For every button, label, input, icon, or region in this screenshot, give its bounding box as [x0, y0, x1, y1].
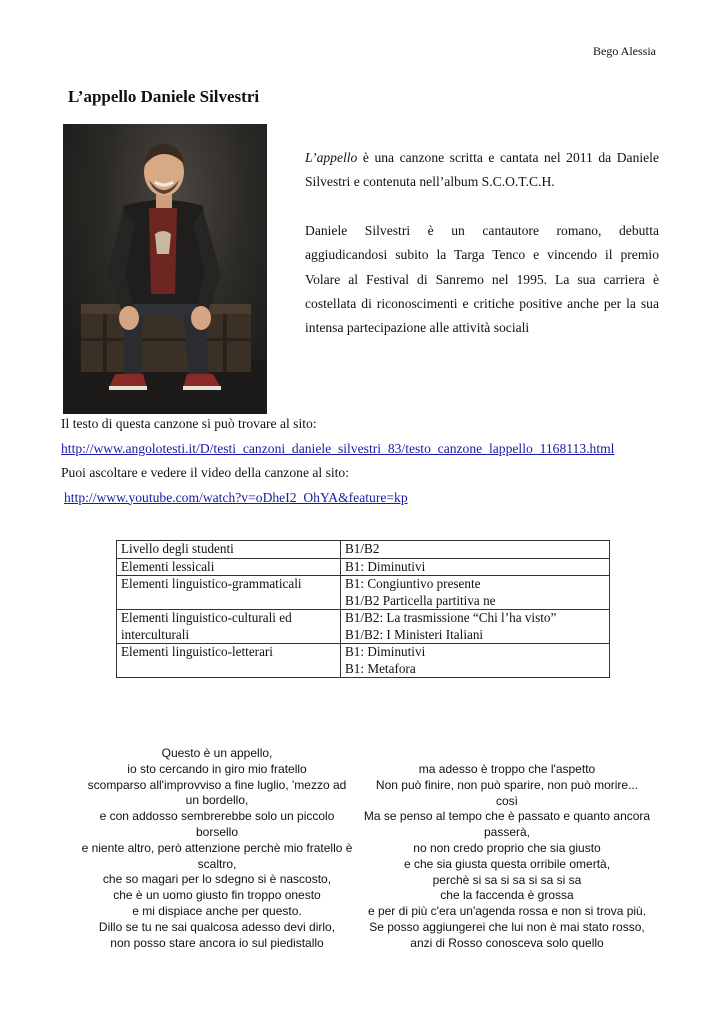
- lyric-line: scaltro,: [197, 856, 237, 871]
- lyric-line: e niente altro, però attenzione perchè mio fratello è: [81, 840, 353, 855]
- cell-line: B1/B2 Particella partitiva ne: [345, 592, 496, 608]
- table-row: [117, 610, 610, 644]
- cell-line: B1: Metafora: [345, 660, 416, 676]
- table-cell-value: [341, 541, 610, 559]
- cell-line: B1: Diminutivi: [345, 644, 426, 659]
- author-name: Bego Alessia: [593, 44, 656, 58]
- cell-line: Elementi linguistico-letterari: [121, 644, 273, 659]
- cell-line: B1/B2: La trasmissione “Chi l’ha visto”: [345, 610, 557, 625]
- table-cell-label: [117, 558, 341, 576]
- lyric-line: Questo è un appello,: [161, 746, 273, 760]
- lyric-line: un bordello,: [185, 793, 249, 808]
- table-cell-value: [341, 558, 610, 576]
- intro-paragraph-artist: Daniele Silvestri è un cantautore romano, debutta aggiudicandosi subito la Targa Tenco e vincendo il premio Volare al Festival di Sanremo nel 1995. La sua carriera è costellata di riconoscimenti e critiche positive anche per la sua intensa partecipazione alle attività sociali: [305, 222, 659, 336]
- intro-text: [305, 146, 659, 365]
- cell-line: Livello degli studenti: [121, 541, 234, 556]
- lyric-line: ma adesso è troppo che l'aspetto: [418, 762, 596, 776]
- lyric-line: così: [495, 793, 518, 808]
- lyric-line: passerà,: [483, 825, 531, 840]
- table-cell-label: [117, 644, 341, 678]
- page-title: L’appello Daniele Silvestri: [68, 87, 260, 106]
- table-cell-label: [117, 541, 341, 559]
- lyrics-column-right: [362, 762, 652, 952]
- table-cell-label: [117, 610, 341, 644]
- lyric-line: no non credo proprio che sia giusto: [413, 840, 601, 855]
- lyric-line: e con addosso sembrerebbe solo un piccolo: [99, 809, 335, 824]
- lyric-line: e per di più c'era un'agenda rossa e non si trova più.: [367, 904, 647, 919]
- table-row: [117, 541, 610, 559]
- lyric-line: non posso stare ancora io sul piedistallo: [110, 935, 324, 950]
- lyrics-link-label: Il testo di questa canzone si può trovare al sito:: [61, 416, 317, 431]
- lyrics-link[interactable]: http://www.angolotesti.it/D/testi_canzoni_daniele_silvestri_83/testo_canzone_lappello_1168113.html: [61, 440, 615, 456]
- song-title-italic: L’appello: [305, 150, 358, 165]
- cell-line: B1/B2: [345, 541, 380, 556]
- lyric-line: Se posso aggiungerei che lui non è mai stato rosso,: [369, 919, 645, 934]
- lyric-line: scomparso all'improvviso a fine luglio, 'mezzo ad: [87, 777, 347, 792]
- cell-line: B1/B2: I Ministeri Italiani: [345, 626, 484, 642]
- video-link-label: Puoi ascoltare e vedere il video della canzone al sito:: [61, 465, 349, 480]
- lyric-line: Dillo se tu ne sai qualcosa adesso devi dirlo,: [98, 919, 336, 934]
- lyric-line: borsello: [195, 824, 239, 839]
- cell-line: B1: Diminutivi: [345, 558, 426, 574]
- cell-line: Elementi linguistico-culturali ed: [121, 610, 292, 625]
- lyric-line: io sto cercando in giro mio fratello: [127, 761, 307, 776]
- lyric-line: e che sia giusta questa orribile omertà,: [403, 856, 611, 871]
- lyrics-column-left: [72, 746, 362, 951]
- table-row: [117, 644, 610, 678]
- table-row: [117, 558, 610, 576]
- table-cell-label: [117, 576, 341, 610]
- lyric-line: anzi di Rosso conosceva solo quello: [410, 935, 604, 950]
- table-row: [117, 576, 610, 610]
- cell-line: interculturali: [121, 626, 190, 642]
- lyric-line: che è un uomo giusto fin troppo onesto: [113, 888, 321, 903]
- cell-line: Elementi linguistico-grammaticali: [121, 576, 302, 591]
- lyric-line: e mi dispiace anche per questo.: [132, 903, 302, 918]
- lyric-line: perchè si sa si sa si sa si sa: [432, 872, 582, 887]
- video-link[interactable]: http://www.youtube.com/watch?v=oDheI2_OhYA&feature=kp: [64, 489, 408, 505]
- table-cell-value: [341, 644, 610, 678]
- table-cell-value: [341, 610, 610, 644]
- links-section: [61, 412, 681, 510]
- lyric-line: che la faccenda è grossa: [440, 888, 574, 903]
- intro-paragraph-song: [305, 146, 659, 195]
- lyric-line: Non può finire, non può sparire, non può morire...: [375, 777, 639, 792]
- cell-line: Elementi lessicali: [121, 558, 215, 574]
- lyric-line: Ma se penso al tempo che è passato e quanto ancora: [363, 809, 651, 824]
- intro-paragraph-song-text: è una canzone scritta e cantata nel 2011 da Daniele Silvestri e contenuta nell’album S.C.O.T.C.H.: [305, 150, 659, 190]
- lyric-line: che so magari per lo sdegno si è nascosto,: [102, 872, 332, 887]
- cell-line: B1: Congiuntivo presente: [345, 576, 481, 591]
- table-cell-value: [341, 576, 610, 610]
- levels-table: [116, 540, 610, 678]
- artist-photo: [63, 124, 267, 414]
